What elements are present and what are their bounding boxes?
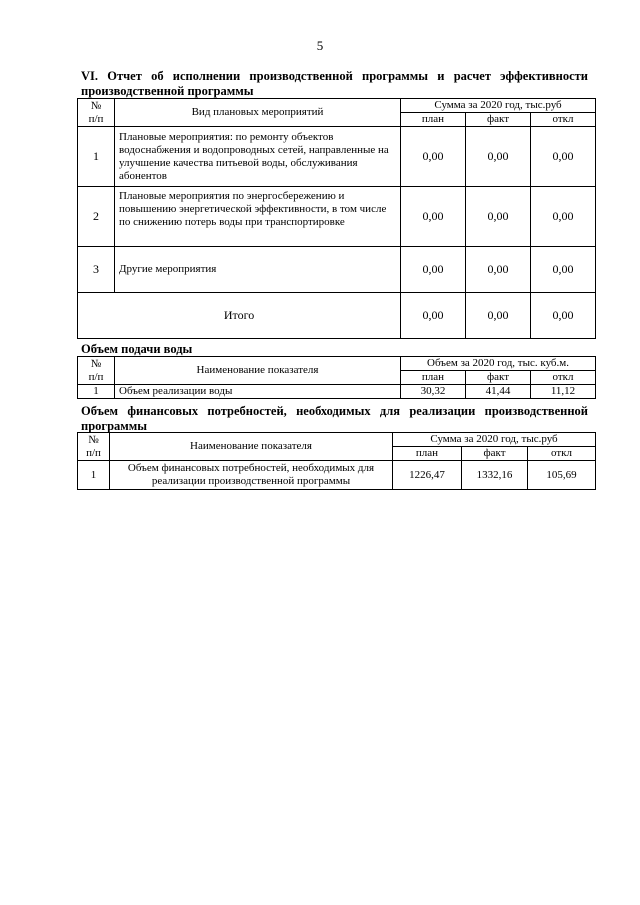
row-diff: 105,69 xyxy=(528,461,596,490)
table-row xyxy=(78,127,596,187)
table-row xyxy=(78,187,596,247)
row-plan: 0,00 xyxy=(401,187,466,247)
total-label: Итого xyxy=(78,293,401,339)
row-diff: 0,00 xyxy=(531,247,596,293)
total-diff: 0,00 xyxy=(531,293,596,339)
row-number: 3 xyxy=(78,247,115,293)
row-diff: 0,00 xyxy=(531,127,596,187)
row-fact: 41,44 xyxy=(466,385,531,399)
row-diff: 11,12 xyxy=(531,385,596,399)
col-header-sum: Объем за 2020 год, тыс. куб.м. xyxy=(401,357,596,371)
total-fact: 0,00 xyxy=(466,293,531,339)
col-header-fact: факт xyxy=(466,371,531,385)
table-row xyxy=(78,247,596,293)
page-number: 5 xyxy=(316,38,324,53)
finance-table xyxy=(77,432,596,490)
row-plan: 30,32 xyxy=(401,385,466,399)
col-header-fact: факт xyxy=(462,447,528,461)
finance-title: Объем финансовых потребностей, необходимых для реализации производственной xyxy=(81,404,588,418)
total-plan: 0,00 xyxy=(401,293,466,339)
col-header-diff: откл xyxy=(531,113,596,127)
row-fact: 0,00 xyxy=(466,187,531,247)
col-header-plan: план xyxy=(393,447,462,461)
row-activity: Плановые мероприятия по энергосбережению и повышению энергетической эффективности, в том числе по снижению потерь воды при транспортировке xyxy=(115,187,401,247)
col-header-sum: Сумма за 2020 год, тыс.руб xyxy=(401,99,596,113)
col-header-plan: план xyxy=(401,371,466,385)
total-row xyxy=(78,293,596,339)
row-activity: Плановые мероприятия: по ремонту объектов водоснабжения и водопроводных сетей, направленные на улучшение качества питьевой воды, обслуживания абонентов xyxy=(115,127,401,187)
col-header-number: № п/п xyxy=(78,357,115,385)
row-plan: 0,00 xyxy=(401,247,466,293)
row-number: 1 xyxy=(78,127,115,187)
col-header-activity: Вид плановых мероприятий xyxy=(115,99,401,127)
col-header-diff: откл xyxy=(531,371,596,385)
water-volume-title: Объем подачи воды xyxy=(81,342,193,356)
col-header-name: Наименование показателя xyxy=(115,357,401,385)
row-fact: 0,00 xyxy=(466,247,531,293)
finance-title-continued: программы xyxy=(81,419,148,433)
row-plan: 1226,47 xyxy=(393,461,462,490)
row-number: 2 xyxy=(78,187,115,247)
col-header-fact: факт xyxy=(466,113,531,127)
table-row xyxy=(78,461,596,490)
row-name: Объем реализации воды xyxy=(115,385,401,399)
row-activity: Другие мероприятия xyxy=(115,247,401,293)
activities-table xyxy=(77,98,596,339)
row-name: Объем финансовых потребностей, необходимых для реализации производственной программы xyxy=(110,461,393,490)
col-header-name: Наименование показателя xyxy=(110,433,393,461)
row-fact: 1332,16 xyxy=(462,461,528,490)
table-row xyxy=(78,385,596,399)
col-header-diff: откл xyxy=(528,447,596,461)
col-header-number: № п/п xyxy=(78,433,110,461)
section-title: VI. Отчет об исполнении производственной программы и расчет эффективности xyxy=(81,69,588,83)
row-plan: 0,00 xyxy=(401,127,466,187)
section-title-continued: производственной программы xyxy=(81,84,254,98)
row-number: 1 xyxy=(78,461,110,490)
row-fact: 0,00 xyxy=(466,127,531,187)
water-volume-table xyxy=(77,356,596,399)
col-header-number: № п/п xyxy=(78,99,115,127)
col-header-plan: план xyxy=(401,113,466,127)
row-number: 1 xyxy=(78,385,115,399)
col-header-sum: Сумма за 2020 год, тыс.руб xyxy=(393,433,596,447)
row-diff: 0,00 xyxy=(531,187,596,247)
